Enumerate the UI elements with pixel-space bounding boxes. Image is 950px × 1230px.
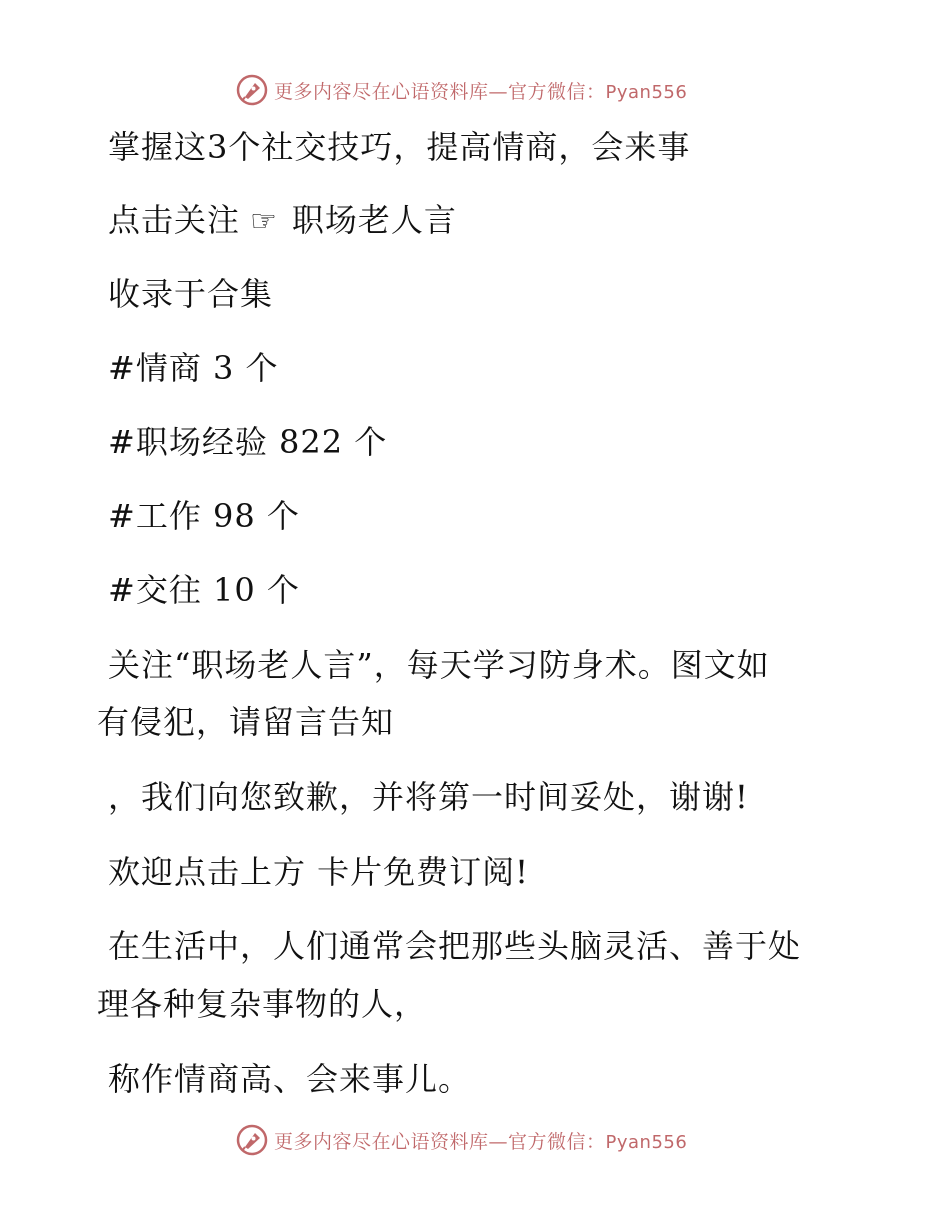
notice-line: 有侵犯，请留言告知 [97,703,395,741]
wechat-id: Pyan556 [605,1131,688,1153]
pen-nib-circle-icon [236,74,268,106]
tag-item[interactable]: #情商 3 个 [108,349,279,387]
collection-label: 收录于合集 [108,275,274,313]
paragraph-line: 理各种复杂事物的人， [97,985,428,1023]
tag-item[interactable]: #职场经验 822 个 [108,423,388,461]
paragraph-line: 在生活中，人们通常会把那些头脑灵活、善于处 [108,927,802,965]
subscribe-line: 欢迎点击上方 卡片免费订阅! [108,853,530,891]
footer-banner [236,1122,687,1158]
wechat-id: Pyan556 [605,81,688,103]
follow-line[interactable] [108,200,457,242]
header-banner [236,72,687,108]
pointing-hand-icon: ☞ [250,204,278,239]
paragraph-line: 称作情商高、会来事儿。 [108,1060,472,1098]
notice-line: 关注“职场老人言”，每天学习防身术。图文如 [108,646,770,684]
follow-account-name[interactable]: 职场老人言 [291,201,457,239]
banner-text: 更多内容尽在心语资料库—官方微信：Pyan556 [274,80,688,103]
banner-text: 更多内容尽在心语资料库—官方微信：Pyan556 [274,1130,688,1153]
article-title: 掌握这3个社交技巧，提高情商，会来事 [108,128,691,166]
notice-line: ，我们向您致歉，并将第一时间妥处，谢谢! [108,778,749,816]
tag-item[interactable]: #工作 98 个 [108,497,300,535]
pen-nib-circle-icon [236,1124,268,1156]
tag-item[interactable]: #交往 10 个 [108,571,300,609]
follow-prefix: 点击关注 [108,201,241,239]
